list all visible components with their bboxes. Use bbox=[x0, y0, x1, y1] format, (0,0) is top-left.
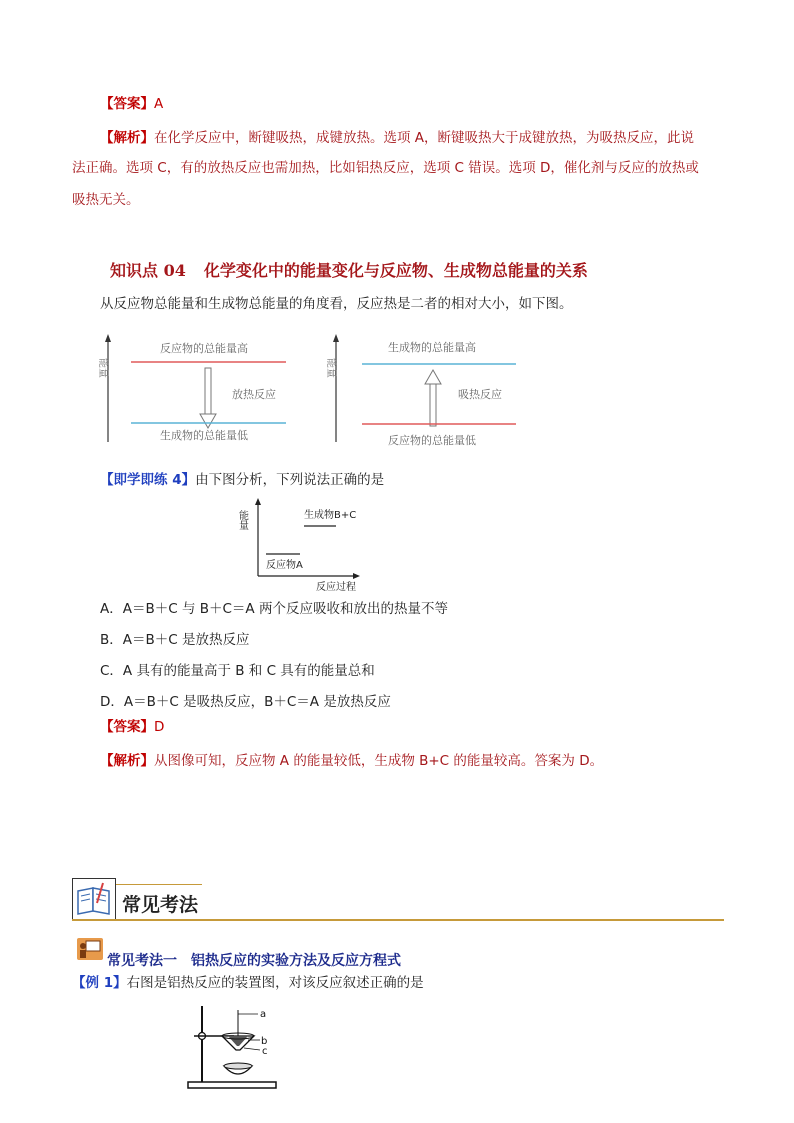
practice-low-label: 反应物A bbox=[266, 560, 303, 571]
knowledge-point-heading: 化学变化中的能量变化与反应物、生成物总能量的关系 bbox=[203, 261, 588, 280]
apparatus-label-a: a bbox=[260, 1009, 267, 1020]
down-arrow-icon bbox=[200, 414, 216, 428]
top-analysis-line2: 法正确。选项 C，有的放热反应也需加热，比如铝热反应，选项 C 错误。选项 D，催化剂与反应的放热或 bbox=[72, 160, 699, 176]
answer-tag: 【答案】 bbox=[100, 96, 154, 112]
right-up-arrow-shaft bbox=[430, 384, 436, 426]
example-text: 右图是铝热反应的装置图，对该反应叙述正确的是 bbox=[126, 975, 424, 991]
left-y-axis-label: 能量 bbox=[97, 358, 108, 378]
section-divider bbox=[72, 919, 724, 921]
practice-answer-tag: 【答案】 bbox=[100, 719, 154, 735]
left-middle-label: 放热反应 bbox=[232, 388, 276, 401]
up-arrow-icon bbox=[425, 370, 441, 384]
top-answer-line bbox=[100, 94, 163, 114]
practice-answer-line bbox=[100, 717, 164, 737]
apparatus-label-b: b bbox=[261, 1036, 268, 1047]
practice-y-arrow bbox=[255, 498, 261, 505]
practice-option-c: C．A 具有的能量高于 B 和 C 具有的能量总和 bbox=[100, 663, 375, 679]
practice-y-label: 能量 bbox=[236, 510, 248, 530]
analysis-text-1: 在化学反应中，断键吸热，成键放热。选项 A，断键吸热大于成键放热，为吸热反应，此说 bbox=[154, 130, 695, 146]
apparatus-sand bbox=[224, 1063, 252, 1069]
practice-question-line bbox=[100, 470, 384, 490]
method-title: 常见考法一 铝热反应的实验方法及反应方程式 bbox=[107, 953, 401, 969]
label-c-leader bbox=[244, 1048, 260, 1050]
knowledge-point-number: 知识点 04 bbox=[110, 261, 186, 280]
practice-answer-value: D bbox=[154, 719, 165, 735]
top-analysis-line3: 吸热无关。 bbox=[72, 192, 140, 208]
right-y-axis-label: 能量 bbox=[325, 358, 336, 378]
book-icon bbox=[72, 878, 116, 920]
example-tag: 【例 1】 bbox=[72, 975, 127, 991]
left-y-axis-arrow bbox=[105, 334, 111, 342]
practice-x-label: 反应过程 bbox=[316, 582, 356, 593]
left-top-label: 反应物的总能量高 bbox=[160, 342, 248, 355]
top-analysis-line1 bbox=[100, 128, 694, 148]
example-line bbox=[72, 973, 424, 993]
section-title: 常见考法 bbox=[122, 894, 199, 916]
answer-value: A bbox=[154, 96, 164, 112]
practice-question: 由下图分析，下列说法正确的是 bbox=[195, 472, 385, 488]
knowledge-point-intro: 从反应物总能量和生成物总能量的角度看，反应热是二者的相对大小，如下图。 bbox=[100, 296, 573, 312]
left-bottom-label: 生成物的总能量低 bbox=[160, 429, 248, 442]
right-top-label: 生成物的总能量高 bbox=[388, 341, 476, 354]
practice-tag: 【即学即练 4】 bbox=[100, 472, 196, 488]
practice-high-label: 生成物B+C bbox=[304, 510, 357, 521]
analysis-tag: 【解析】 bbox=[100, 130, 154, 146]
thermite-apparatus-diagram bbox=[188, 1002, 288, 1092]
energy-comparison-figure bbox=[96, 330, 526, 452]
right-y-axis-arrow bbox=[333, 334, 339, 342]
practice-x-arrow bbox=[353, 573, 360, 579]
practice-analysis-line bbox=[100, 751, 603, 771]
endothermic-diagram bbox=[325, 334, 516, 447]
practice-analysis-text: 从图像可知，反应物 A 的能量较低，生成物 B+C 的能量较高。答案为 D。 bbox=[154, 753, 604, 769]
practice-energy-chart bbox=[238, 496, 368, 592]
practice-option-a: A．A＝B＋C 与 B＋C＝A 两个反应吸收和放出的热量不等 bbox=[100, 601, 448, 617]
knowledge-point-title bbox=[110, 258, 588, 281]
apparatus-label-c: c bbox=[262, 1046, 268, 1057]
left-down-arrow-shaft bbox=[205, 368, 211, 414]
section-title-overline bbox=[116, 884, 202, 885]
right-bottom-label: 反应物的总能量低 bbox=[388, 434, 476, 447]
right-middle-label: 吸热反应 bbox=[458, 388, 502, 401]
apparatus-base bbox=[188, 1082, 276, 1088]
practice-option-d: D．A＝B＋C 是吸热反应，B＋C＝A 是放热反应 bbox=[100, 694, 391, 710]
exothermic-diagram bbox=[97, 334, 286, 442]
teacher-icon bbox=[77, 938, 103, 960]
practice-analysis-tag: 【解析】 bbox=[100, 753, 154, 769]
practice-option-b: B．A＝B＋C 是放热反应 bbox=[100, 632, 250, 648]
